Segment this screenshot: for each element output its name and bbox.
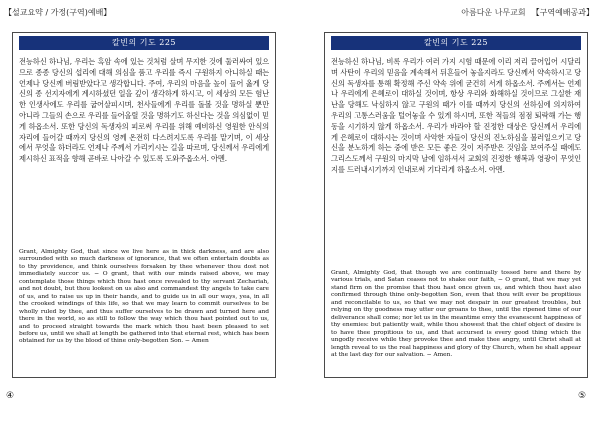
page-right — [324, 32, 588, 378]
english-prayer-text: Grant, Almighty God, that since we live here as in thick darkness, and are also surrounded with so much darkness of ignorance, that we often entertain doubts as to thy providence, and think ourselves forsaken by thee whenever thou dost not immediately succor us. − O grant, that with our minds raised above, we may contemplate those things which thou hast once revealed to thy servant Zechariah, and not doubt, but thou lookest on us also and commandest thy angels to take care of us, and to raise us up in their hands, and to guide us in all our ways, yea, in all the crooked windings of this life, so that we may learn to commit ourselves to be wholly ruled by thee, and thus suffer ourselves to be drawn and turned here and there in the world, so as still to follow the way which thou hast pointed out to us, and to proceed straight towards the mark which thou hast been pleased to set before us, until we shall at length be gathered into that eternal rest, which has been obtained for us by the blood of thine only-begotten Son. − Amen — [19, 249, 269, 345]
page-number-left: ④ — [6, 391, 15, 401]
korean-prayer-text: 전능하신 하나님, 우리는 흑암 속에 있는 것처럼 살며 무지한 것에 둘러싸여 있으므로 종종 당신의 섭리에 대해 의심을 품고 우리를 즉시 구원하지 아니하실 때는 언제나 당신께 버림받았다고 생각합니다. 주여, 우리의 마음을 높이 들어 옳게 당신의 종 선지자에게 계시하셨던 일을 깊이 생각하게 하시고, 이 세상의 모든 험난한 인생사에도 우리를 굽어살피시며, 천사들에게 우리를 돌볼 것을 명하실 뿐만 아니라 그들의 손으로 우리를 들어올릴 것을 명하기도 하신다는 것을 의심없이 믿게 하옵소서. 또한 당신의 독생자의 피로써 우리를 위해 예비하신 영원한 안식의 자리에 들어갈 때까지 당신의 영께 온전히 다스려지도록 우리를 맡기며, 이 세상에서 무엇을 하더라도 언제나 주께서 가리키시는 길을 따르며, 당신께서 우리에게 제시하신 표적을 향해 곧바로 나아갈 수 있도록 도와주옵소서. 아멘. — [19, 57, 269, 164]
page-number-right: ⑤ — [578, 391, 587, 401]
header-left-label: 【설교요약 / 가정(구역)예배】 — [4, 8, 112, 17]
english-prayer-text: Grant, Almighty God, that though we are continually tossed here and there by various trials, and Satan ceases not to shake our faith, − O grant, that we may yet stand firm on the promise that thou hast once given us, and which thou hast also confirmed through thine only-begotten Son, even that thou wilt ever be propitious and reconcilable to us, so that we may not despair in our greatest troubles, but relying on thy goodness may utter our groans to thee, until the ripened time of our deliverance shall come; nor let us in the meantime envy the evanescent happiness of thy enemies: but patiently wait, while thou showest that the chief object of desire is to have thee propitious to us, and that accursed is every good thing which the ungodly receive while they provoke thee and make thee angry, until Christ shall at length reveal to us the real happiness and glory of thy Church, when he shall appear at the last day for our salvation. − Amen. — [331, 270, 581, 358]
header-church-name: 아름다운 나무교회 — [461, 8, 526, 17]
prayer-title: 칼빈의 기도 225 — [331, 36, 581, 50]
page-left — [12, 32, 276, 378]
header-right — [461, 7, 594, 18]
korean-prayer-text: 전능하신 하나님, 비록 우리가 여러 가지 시험 때문에 이리 저리 끌어입어 시달리며 사탄이 우리의 믿음을 계속해서 뒤흔들어 놓을지라도 당신께서 약속하시고 당신의 독생자를 통해 확정해 주신 약속 위에 굳건히 서게 하옵소서. 주께서는 언제나 우리에게 은혜로이 대하실 것이며, 항상 우리와 화해하실 것이므로 그실한 재난을 당해도 낙심하지 않고 구원의 때가 이를 때까지 당신의 선하심에 의지하여 우리의 고통스러움을 털어놓을 수 있게 하시며, 또한 적들의 점점 퇴락해 가는 행동을 시기하지 않게 하옵소서. 우리가 바라야 할 진정한 대상은 당신께서 우리에게 은혜로이 대하시는 것이며 사악한 자들이 당신의 진노하심을 불러일으키고 당신을 분노하게 하는 중에 받은 모든 좋은 것이 저주받은 것임을 보여주실 때에도 그리스도께서 구원의 마지막 날에 임하셔서 교회의 진정한 행복과 영광이 무엇인지를 드러내시기까지 인내로써 기다리게 하옵소서. 아멘. — [331, 57, 581, 174]
prayer-title: 칼빈의 기도 225 — [19, 36, 269, 50]
header-right-label: 【구역예배공과】 — [531, 8, 594, 17]
